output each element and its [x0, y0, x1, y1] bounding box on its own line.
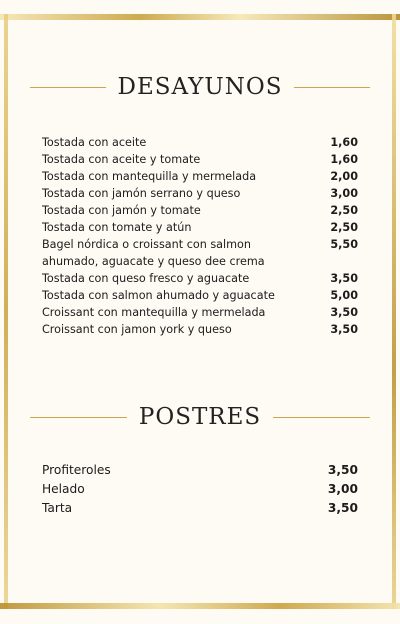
item-name: Tostada con salmon ahumado y aguacate	[42, 289, 275, 302]
item-price: 1,60	[330, 136, 358, 149]
menu-item	[42, 219, 358, 236]
menu-item	[42, 151, 358, 168]
menu-item	[42, 202, 358, 219]
menu-item	[42, 134, 358, 151]
postres-heading-row	[30, 404, 370, 430]
desayunos-list	[42, 134, 358, 338]
heading-divider-right	[294, 87, 370, 88]
item-name: Tostada con jamón serrano y queso	[42, 187, 241, 200]
postres-list	[42, 461, 358, 518]
menu-item	[42, 185, 358, 202]
item-price: 2,50	[330, 204, 358, 217]
item-price: 3,50	[327, 463, 358, 477]
menu-item	[42, 287, 358, 304]
item-name: Tostada con mantequilla y mermelada	[42, 170, 257, 183]
item-name: Tostada con queso fresco y aguacate	[42, 272, 250, 285]
menu-item	[42, 499, 358, 518]
item-name: Croissant con mantequilla y mermelada	[42, 306, 266, 319]
item-name: Tostada con aceite y tomate	[42, 153, 201, 166]
gold-frame-bottom	[0, 603, 400, 609]
item-price: 5,50	[330, 238, 358, 251]
item-price: 3,50	[327, 501, 358, 515]
item-name: Tostada con tomate y atún	[42, 221, 192, 234]
item-name: Profiteroles	[42, 463, 111, 477]
item-price: 3,00	[327, 482, 358, 496]
menu-item	[42, 304, 358, 321]
item-name: Croissant con jamon york y queso	[42, 323, 232, 336]
item-name: Tostada con aceite	[42, 136, 147, 149]
gold-frame-top	[0, 14, 400, 20]
menu-item	[42, 168, 358, 185]
heading-divider-right	[273, 417, 370, 418]
item-price: 3,50	[330, 272, 358, 285]
item-price: 2,00	[330, 170, 358, 183]
menu-item	[42, 480, 358, 499]
item-price: 5,00	[330, 289, 358, 302]
section-title-postres: POSTRES	[138, 404, 262, 430]
desayunos-heading-row	[30, 74, 370, 100]
gold-frame-right	[392, 14, 396, 609]
menu-item	[42, 321, 358, 338]
item-price: 3,50	[330, 323, 358, 336]
menu-item	[42, 461, 358, 480]
menu-item	[42, 236, 358, 270]
gold-frame-left	[4, 14, 8, 609]
section-title-desayunos: DESAYUNOS	[117, 74, 283, 100]
item-price: 3,50	[330, 306, 358, 319]
heading-divider-left	[30, 87, 106, 88]
item-price: 3,00	[330, 187, 358, 200]
item-name: Tostada con jamón y tomate	[42, 204, 201, 217]
item-name: Bagel nórdica o croissant con salmon ahumado, aguacate y queso dee crema	[42, 238, 265, 268]
menu-item	[42, 270, 358, 287]
item-price: 2,50	[330, 221, 358, 234]
item-name: Helado	[42, 482, 85, 496]
heading-divider-left	[30, 417, 127, 418]
item-price: 1,60	[330, 153, 358, 166]
item-name: Tarta	[42, 501, 73, 515]
